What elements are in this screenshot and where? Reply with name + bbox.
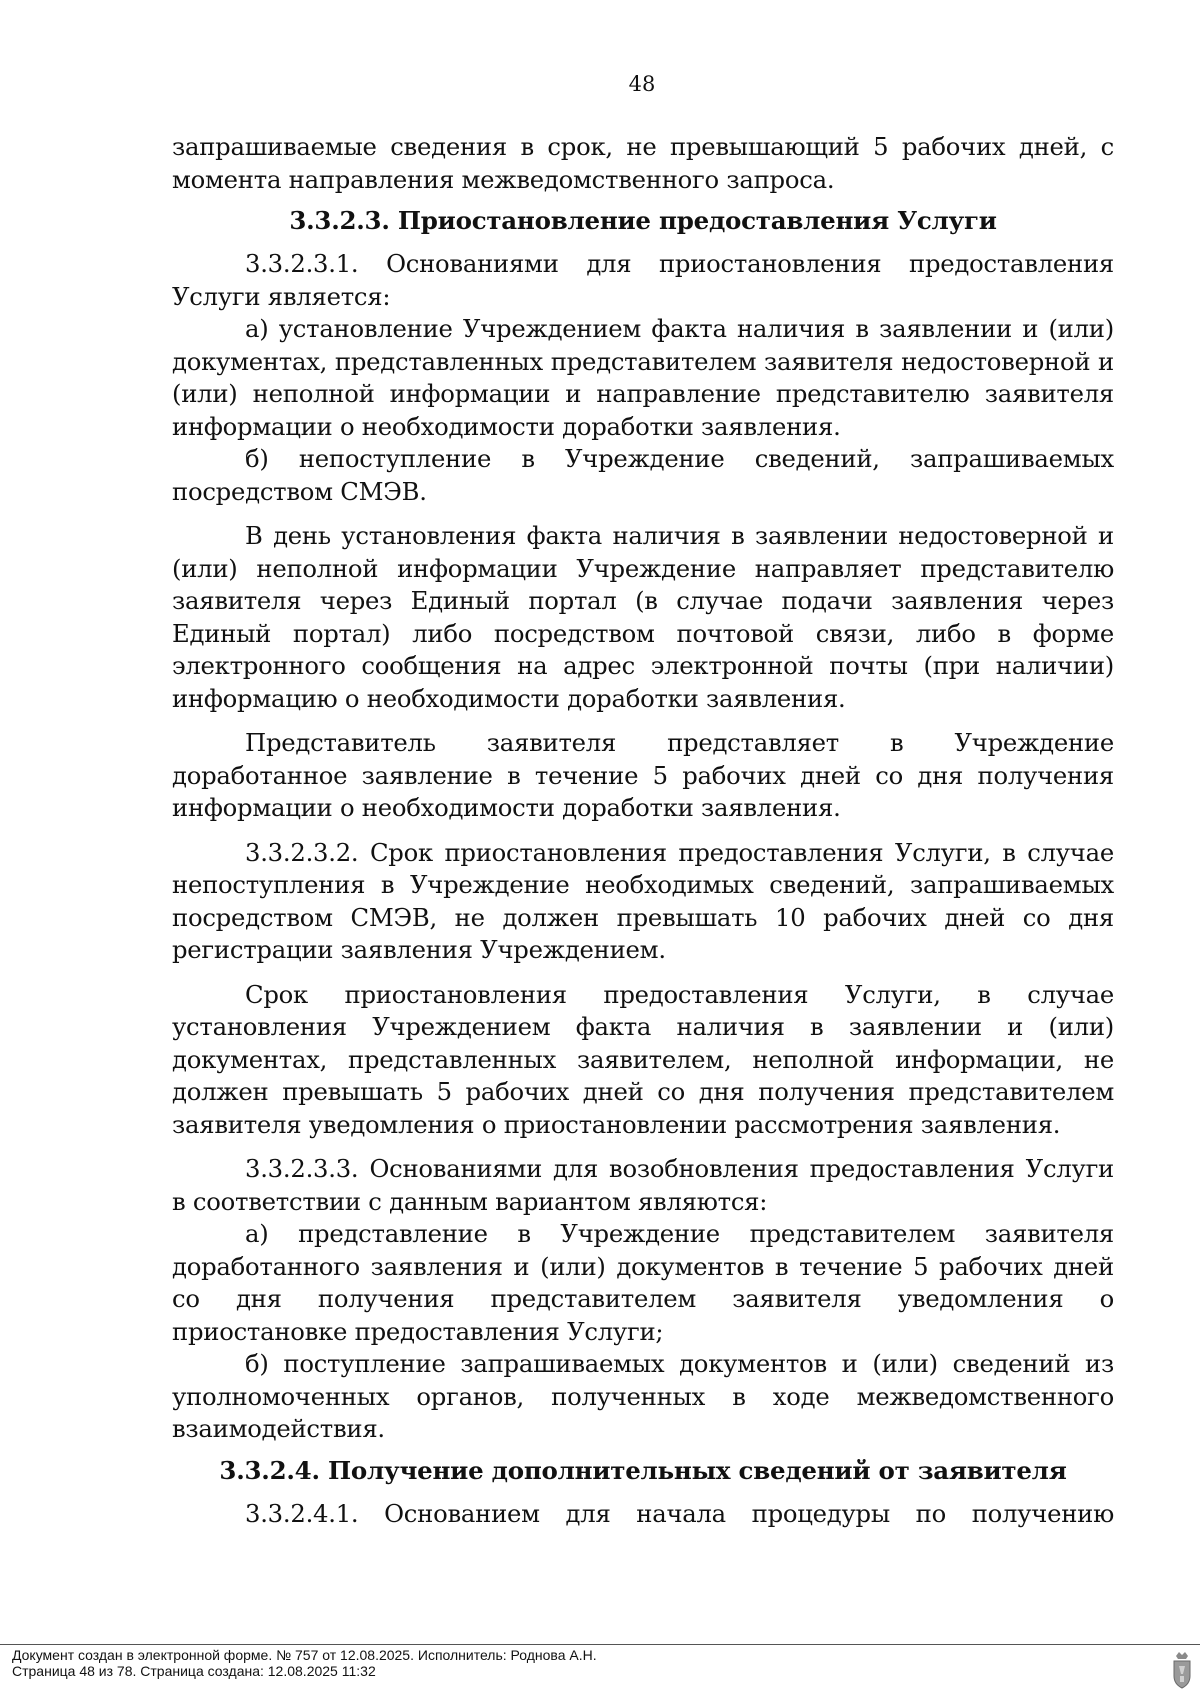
page-number: 48 xyxy=(628,72,656,96)
footer-page-info: Страница 48 из 78. Страница создана: 12.08.2025 11:32 xyxy=(12,1663,376,1679)
coat-of-arms-icon xyxy=(1170,1650,1194,1690)
list-item-a: а) установление Учреждением факта наличия в заявлении и (или) документах, представленных представителем заявителя недостоверной и (или) неполной информации и направление представителю заявителя информации о необходимости доработки заявления. xyxy=(172,314,1114,441)
paragraph-suspension-term: Срок приостановления предоставления Услуги, в случае установления Учреждением факта наличия в заявлении и (или) документах, представленных заявителем, неполной информации, не должен превышать 5 рабочих дней со дня получения представителем заявителя уведомления о приостановлении рассмотрения заявления. xyxy=(172,979,1114,1139)
list-item-b: б) непоступление в Учреждение сведений, запрашиваемых посредством СМЭВ. xyxy=(172,444,1114,506)
paragraph-3-3-2-3-1: 3.3.2.3.1. Основаниями для приостановления предоставления Услуги является: xyxy=(172,249,1114,311)
footer-document-info: Документ создан в электронной форме. № 757 от 12.08.2025. Исполнитель: Роднова А.Н. xyxy=(12,1647,597,1663)
list-item-b-resume: б) поступление запрашиваемых документов и (или) сведений из уполномоченных органов, полученных в ходе межведомственного взаимодействия. xyxy=(172,1349,1114,1443)
document-footer xyxy=(12,1647,597,1679)
paragraph-continuation: запрашиваемые сведения в срок, не превышающий 5 рабочих дней, с момента направления межведомственного запроса. xyxy=(172,132,1114,194)
paragraph-notification: В день установления факта наличия в заявлении недостоверной и (или) неполной информации Учреждение направляет представителю заявителя через Единый портал (в случае подачи заявления через Единый портал) либо посредством почтовой связи, либо в форме электронного сообщения на адрес электронной почты (при наличии) информацию о необходимости доработки заявления. xyxy=(172,521,1114,713)
paragraph-resubmission: Представитель заявителя представляет в Учреждение доработанное заявление в течение 5 рабочих дней со дня получения информации о необходимости доработки заявления. xyxy=(172,728,1114,822)
list-item-a-resume: а) представление в Учреждение представителем заявителя доработанного заявления и (или) документов в течение 5 рабочих дней со дня получения представителем заявителя уведомления о приостановке предоставления Услуги; xyxy=(172,1219,1114,1346)
paragraph-3-3-2-4-1: 3.3.2.4.1. Основанием для начала процедуры по получению xyxy=(245,1498,1114,1528)
paragraph-3-3-2-3-2: 3.3.2.3.2. Срок приостановления предоставления Услуги, в случае непоступления в Учреждение необходимых сведений, запрашиваемых посредством СМЭВ, не должен превышать 10 рабочих дней со дня регистрации заявления Учреждением. xyxy=(172,837,1114,964)
footer-divider xyxy=(0,1644,1200,1645)
paragraph-3-3-2-3-3: 3.3.2.3.3. Основаниями для возобновления предоставления Услуги в соответствии с данным вариантом являются: xyxy=(172,1154,1114,1216)
section-heading-3-3-2-3: 3.3.2.3. Приостановление предоставления Услуги xyxy=(289,206,997,235)
section-heading-3-3-2-4: 3.3.2.4. Получение дополнительных сведений от заявителя xyxy=(219,1455,1067,1485)
document-body xyxy=(172,131,1114,1530)
